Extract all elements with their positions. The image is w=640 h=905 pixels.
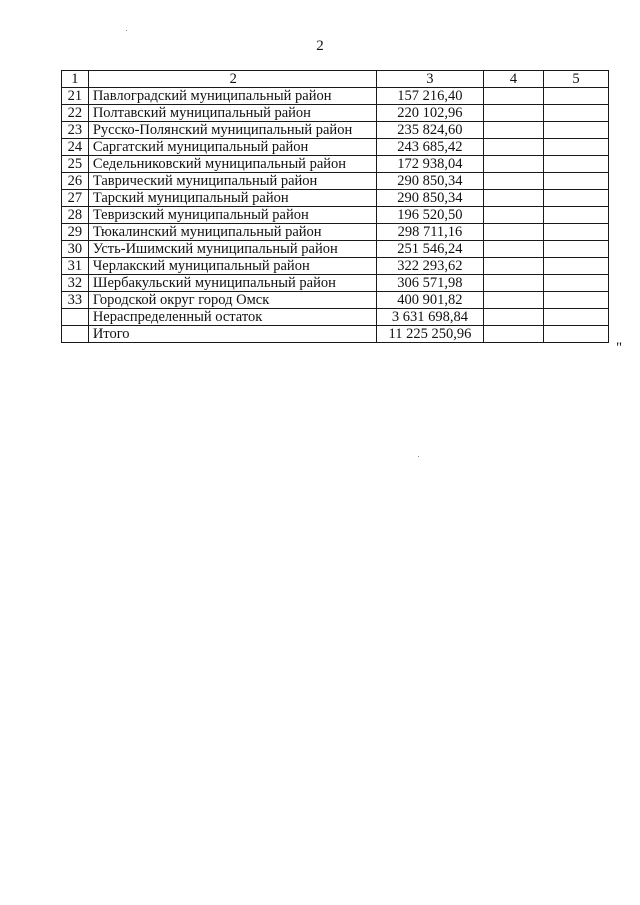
column-4-cell <box>484 258 544 275</box>
column-5-cell <box>543 258 608 275</box>
amount-cell: 298 711,16 <box>376 224 483 241</box>
district-name-cell: Тюкалинский муниципальный район <box>88 224 376 241</box>
column-5-cell <box>543 241 608 258</box>
amount-cell: 306 571,98 <box>376 275 483 292</box>
district-name-cell: Седельниковский муниципальный район <box>88 156 376 173</box>
table-row <box>62 105 609 122</box>
page-number: 2 <box>316 38 324 54</box>
table-row <box>62 224 609 241</box>
district-name-cell: Тевризский муниципальный район <box>88 207 376 224</box>
header-cell-4: 4 <box>484 71 544 88</box>
column-5-cell <box>543 309 608 326</box>
amount-cell: 196 520,50 <box>376 207 483 224</box>
column-4-cell <box>484 88 544 105</box>
row-number-cell <box>62 326 89 343</box>
column-4-cell <box>484 292 544 309</box>
district-name-cell: Павлоградский муниципальный район <box>88 88 376 105</box>
column-5-cell <box>543 292 608 309</box>
district-name-cell: Усть-Ишимский муниципальный район <box>88 241 376 258</box>
table-row <box>62 88 609 105</box>
column-4-cell <box>484 122 544 139</box>
district-name-cell: Шербакульский муниципальный район <box>88 275 376 292</box>
district-name-cell: Полтавский муниципальный район <box>88 105 376 122</box>
table-row <box>62 241 609 258</box>
column-5-cell <box>543 139 608 156</box>
row-number-cell: 31 <box>62 258 89 275</box>
table-row <box>62 326 609 343</box>
row-number-cell: 30 <box>62 241 89 258</box>
scan-speck <box>418 456 419 457</box>
amount-cell: 290 850,34 <box>376 173 483 190</box>
amount-cell: 172 938,04 <box>376 156 483 173</box>
column-5-cell <box>543 207 608 224</box>
header-cell-3: 3 <box>376 71 483 88</box>
row-number-cell: 21 <box>62 88 89 105</box>
district-name-cell: Тарский муниципальный район <box>88 190 376 207</box>
column-4-cell <box>484 190 544 207</box>
column-4-cell <box>484 275 544 292</box>
district-name-cell: Саргатский муниципальный район <box>88 139 376 156</box>
allocation-table <box>61 70 609 343</box>
row-number-cell: 29 <box>62 224 89 241</box>
row-number-cell: 28 <box>62 207 89 224</box>
table-row <box>62 275 609 292</box>
row-number-cell: 33 <box>62 292 89 309</box>
scan-speck <box>126 30 127 31</box>
column-5-cell <box>543 173 608 190</box>
amount-cell: 3 631 698,84 <box>376 309 483 326</box>
column-4-cell <box>484 173 544 190</box>
row-number-cell: 25 <box>62 156 89 173</box>
header-cell-1: 1 <box>62 71 89 88</box>
row-number-cell: 24 <box>62 139 89 156</box>
amount-cell: 400 901,82 <box>376 292 483 309</box>
amount-cell: 322 293,62 <box>376 258 483 275</box>
table-row <box>62 122 609 139</box>
table-row <box>62 156 609 173</box>
district-name-cell: Черлакский муниципальный район <box>88 258 376 275</box>
column-4-cell <box>484 224 544 241</box>
amount-cell: 220 102,96 <box>376 105 483 122</box>
column-4-cell <box>484 105 544 122</box>
amount-cell: 251 546,24 <box>376 241 483 258</box>
row-number-cell: 26 <box>62 173 89 190</box>
row-number-cell: 27 <box>62 190 89 207</box>
header-cell-2: 2 <box>88 71 376 88</box>
column-5-cell <box>543 190 608 207</box>
table-row <box>62 309 609 326</box>
amount-cell: 243 685,42 <box>376 139 483 156</box>
table-row <box>62 173 609 190</box>
amount-cell: 235 824,60 <box>376 122 483 139</box>
column-4-cell <box>484 309 544 326</box>
closing-quote-mark: " <box>616 340 623 356</box>
row-number-cell <box>62 309 89 326</box>
amount-cell: 290 850,34 <box>376 190 483 207</box>
table-row <box>62 258 609 275</box>
column-5-cell <box>543 224 608 241</box>
table-row <box>62 190 609 207</box>
row-number-cell: 32 <box>62 275 89 292</box>
column-5-cell <box>543 326 608 343</box>
column-4-cell <box>484 156 544 173</box>
district-name-cell: Нераспределенный остаток <box>88 309 376 326</box>
district-name-cell: Таврический муниципальный район <box>88 173 376 190</box>
column-4-cell <box>484 139 544 156</box>
column-5-cell <box>543 105 608 122</box>
header-cell-5: 5 <box>543 71 608 88</box>
column-4-cell <box>484 326 544 343</box>
amount-cell: 11 225 250,96 <box>376 326 483 343</box>
column-5-cell <box>543 122 608 139</box>
column-5-cell <box>543 88 608 105</box>
column-5-cell <box>543 156 608 173</box>
table-row <box>62 207 609 224</box>
column-4-cell <box>484 241 544 258</box>
row-number-cell: 22 <box>62 105 89 122</box>
row-number-cell: 23 <box>62 122 89 139</box>
district-name-cell: Городской округ город Омск <box>88 292 376 309</box>
district-name-cell: Русско-Полянский муниципальный район <box>88 122 376 139</box>
amount-cell: 157 216,40 <box>376 88 483 105</box>
district-name-cell: Итого <box>88 326 376 343</box>
column-5-cell <box>543 275 608 292</box>
table-row <box>62 292 609 309</box>
table-row <box>62 139 609 156</box>
table-header-row <box>62 71 609 88</box>
column-4-cell <box>484 207 544 224</box>
